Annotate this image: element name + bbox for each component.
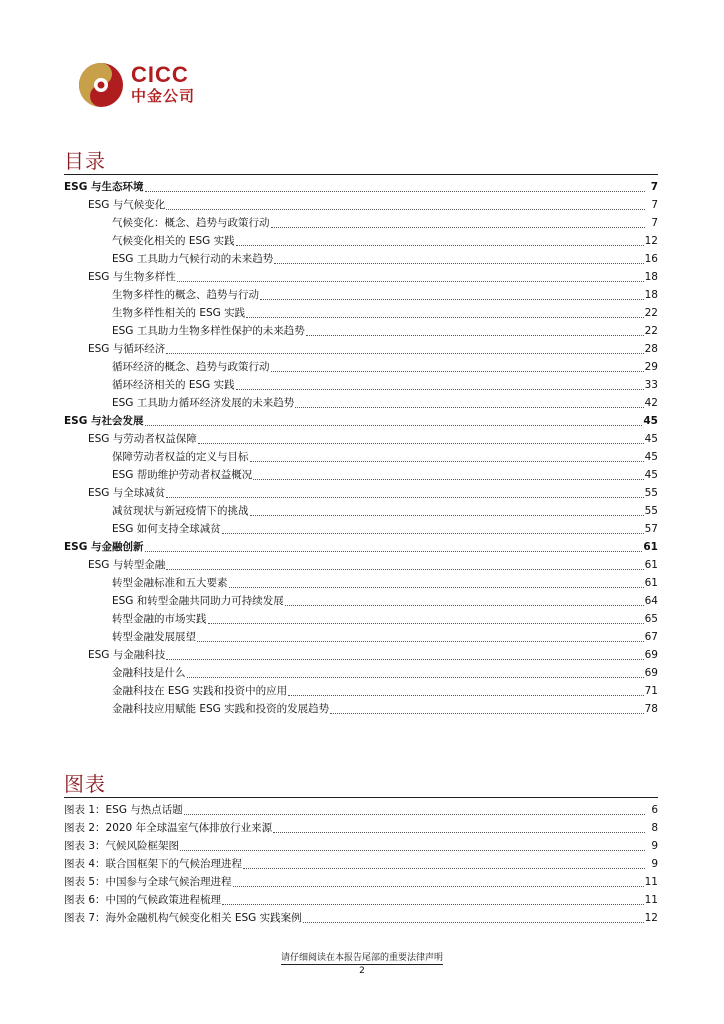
toc-entry-title: ESG 与生物多样性 — [88, 271, 176, 283]
toc-entry-title: ESG 与金融科技 — [88, 649, 166, 661]
figure-entry-title: 图表 3：气候风险框架图 — [64, 840, 180, 852]
toc-entry-page: 12 — [644, 235, 658, 247]
dot-leader — [271, 371, 644, 372]
figure-entry[interactable] — [64, 892, 658, 910]
figure-entry-title: 图表 5：中国参与全球气候治理进程 — [64, 876, 232, 888]
figure-entry[interactable] — [64, 802, 658, 820]
toc-entry-page: 28 — [644, 343, 658, 355]
dot-leader — [295, 407, 643, 408]
toc-entry-page: 61 — [643, 541, 658, 553]
toc-entry-title: 循环经济相关的 ESG 实践 — [112, 379, 235, 391]
toc-entry-page: 57 — [644, 523, 658, 535]
dot-leader — [222, 533, 644, 534]
toc-entry[interactable] — [64, 629, 658, 647]
toc-entry[interactable] — [64, 575, 658, 593]
toc-entry-page: 7 — [650, 181, 658, 193]
dot-leader — [250, 515, 644, 516]
toc-entry-title: ESG 与转型金融 — [88, 559, 166, 571]
toc-entry[interactable] — [64, 485, 658, 503]
toc-entry-page: 18 — [644, 271, 658, 283]
toc-entry-page: 65 — [644, 613, 658, 625]
dot-leader — [208, 623, 644, 624]
dot-leader — [253, 479, 643, 480]
figures-rule — [64, 797, 658, 798]
toc-entry-page: 16 — [644, 253, 658, 265]
dot-leader — [166, 209, 645, 210]
toc-entry-title: ESG 与生态环境 — [64, 181, 144, 193]
figure-entry-title: 图表 6：中国的气候政策进程梳理 — [64, 894, 222, 906]
toc-entry[interactable] — [64, 287, 658, 305]
toc-entry-page: 69 — [644, 667, 658, 679]
toc-entry-page: 18 — [644, 289, 658, 301]
toc-entry-page: 71 — [644, 685, 658, 697]
toc-rule — [64, 174, 658, 175]
figure-entry[interactable] — [64, 820, 658, 838]
legal-notice-text: 请仔细阅读在本报告尾部的重要法律声明 — [280, 953, 443, 963]
dot-leader — [187, 677, 644, 678]
figure-entry-page: 6 — [651, 804, 658, 816]
dot-leader — [233, 886, 644, 887]
toc-entry[interactable] — [64, 665, 658, 683]
dot-leader — [145, 191, 645, 192]
toc-entry[interactable] — [64, 233, 658, 251]
dot-leader — [145, 425, 643, 426]
toc-entry-page: 78 — [644, 703, 658, 715]
toc-entry-title: ESG 如何支持全球减贫 — [112, 523, 221, 535]
toc-entry-page: 45 — [643, 415, 658, 427]
cicc-logo-icon — [77, 61, 125, 109]
toc-entry[interactable] — [64, 215, 658, 233]
figure-entry-title: 图表 4：联合国框架下的气候治理进程 — [64, 858, 243, 870]
dot-leader — [250, 461, 644, 462]
brand-name-en: CICC — [131, 62, 189, 87]
toc-entry-title: 金融科技在 ESG 实践和投资中的应用 — [112, 685, 288, 697]
toc-entry-title: 气候变化：概念、趋势与政策行动 — [112, 217, 270, 229]
toc-entry[interactable] — [64, 521, 658, 539]
toc-entry-page: 45 — [644, 469, 658, 481]
dot-leader — [166, 569, 643, 570]
toc-entry[interactable] — [64, 377, 658, 395]
toc-entry-page: 69 — [644, 649, 658, 661]
toc-entry-page: 67 — [644, 631, 658, 643]
figure-entry-page: 8 — [651, 822, 658, 834]
toc-entry-title: 保障劳动者权益的定义与目标 — [112, 451, 249, 463]
dot-leader — [180, 850, 645, 851]
toc-entry-title: ESG 帮助维护劳动者权益概况 — [112, 469, 253, 481]
legal-notice — [0, 950, 724, 963]
toc-entry[interactable] — [64, 323, 658, 341]
figures-heading: 图表 — [64, 772, 106, 796]
dot-leader — [236, 245, 644, 246]
toc-entry-title: 生物多样性相关的 ESG 实践 — [112, 307, 246, 319]
toc-entry[interactable] — [64, 179, 658, 197]
figure-entry-page: 9 — [651, 840, 658, 852]
toc-entry-page: 22 — [644, 325, 658, 337]
toc-entry-page: 29 — [644, 361, 658, 373]
figure-entry-title: 图表 2：2020 年全球温室气体排放行业来源 — [64, 822, 273, 834]
toc-entry[interactable] — [64, 557, 658, 575]
toc-entry[interactable] — [64, 647, 658, 665]
toc-entry[interactable] — [64, 413, 658, 431]
toc-entry-title: 金融科技应用赋能 ESG 实践和投资的发展趋势 — [112, 703, 330, 715]
toc-entry-page: 7 — [651, 199, 658, 211]
dot-leader — [271, 227, 646, 228]
toc-entry-title: ESG 工具助力生物多样性保护的未来趋势 — [112, 325, 305, 337]
toc-entry[interactable] — [64, 341, 658, 359]
dot-leader — [166, 353, 643, 354]
dot-leader — [306, 335, 644, 336]
toc-entry-page: 33 — [644, 379, 658, 391]
figure-entry[interactable] — [64, 874, 658, 892]
dot-leader — [246, 317, 644, 318]
toc-entry-title: ESG 与社会发展 — [64, 415, 144, 427]
toc-entry-title: 转型金融的市场实践 — [112, 613, 207, 625]
toc-entry-title: ESG 与循环经济 — [88, 343, 166, 355]
toc-entry[interactable] — [64, 449, 658, 467]
dot-leader — [274, 263, 643, 264]
toc-entry-page: 55 — [644, 505, 658, 517]
dot-leader — [303, 922, 644, 923]
dot-leader — [330, 713, 644, 714]
toc-entry[interactable] — [64, 683, 658, 701]
toc-entry[interactable] — [64, 269, 658, 287]
toc-entry-title: 循环经济的概念、趋势与政策行动 — [112, 361, 270, 373]
dot-leader — [222, 904, 644, 905]
dot-leader — [145, 551, 643, 552]
brand-name-cn: 中金公司 — [131, 88, 196, 105]
toc-heading: 目录 — [64, 149, 106, 173]
toc-entry[interactable] — [64, 395, 658, 413]
toc-entry-title: 生物多样性的概念、趋势与行动 — [112, 289, 259, 301]
toc-entry-title: ESG 工具助力气候行动的未来趋势 — [112, 253, 274, 265]
toc-entry[interactable] — [64, 359, 658, 377]
toc-entry[interactable] — [64, 611, 658, 629]
figure-entry[interactable] — [64, 856, 658, 874]
toc-entry[interactable] — [64, 701, 658, 719]
toc-entry-page: 55 — [644, 487, 658, 499]
toc-entry[interactable] — [64, 431, 658, 449]
dot-leader — [166, 497, 643, 498]
toc-entry-title: ESG 与全球减贫 — [88, 487, 166, 499]
toc-entry[interactable] — [64, 503, 658, 521]
toc-entry[interactable] — [64, 305, 658, 323]
figures-list — [64, 802, 658, 928]
toc-entry-title: ESG 和转型金融共同助力可持续发展 — [112, 595, 284, 607]
toc-entry-page: 64 — [644, 595, 658, 607]
toc-entry-title: 转型金融发展展望 — [112, 631, 196, 643]
figure-entry-page: 11 — [644, 876, 658, 888]
dot-leader — [273, 832, 645, 833]
toc-entry-page: 22 — [644, 307, 658, 319]
page-number: 2 — [359, 966, 365, 976]
toc-entry-page: 42 — [644, 397, 658, 409]
figure-entry-title: 图表 7：海外金融机构气候变化相关 ESG 实践案例 — [64, 912, 302, 924]
toc-entry-title: 金融科技是什么 — [112, 667, 186, 679]
dot-leader — [285, 605, 644, 606]
toc-entry[interactable] — [64, 197, 658, 215]
toc-entry[interactable] — [64, 467, 658, 485]
toc-entry-title: 转型金融标准和五大要素 — [112, 577, 228, 589]
figure-entry-page: 11 — [644, 894, 658, 906]
dot-leader — [243, 868, 645, 869]
toc-entry-title: 减贫现状与新冠疫情下的挑战 — [112, 505, 249, 517]
toc-entry-page: 45 — [644, 433, 658, 445]
figure-entry-page: 9 — [651, 858, 658, 870]
dot-leader — [288, 695, 644, 696]
toc-entry-title: ESG 与金融创新 — [64, 541, 144, 553]
toc-entry-title: ESG 与气候变化 — [88, 199, 166, 211]
toc-entry-page: 61 — [644, 577, 658, 589]
toc-entry[interactable] — [64, 539, 658, 557]
dot-leader — [197, 641, 644, 642]
toc-entry[interactable] — [64, 251, 658, 269]
figure-entry[interactable] — [64, 910, 658, 928]
figure-entry-page: 12 — [644, 912, 658, 924]
dot-leader — [236, 389, 644, 390]
dot-leader — [184, 814, 645, 815]
toc-entry[interactable] — [64, 593, 658, 611]
toc-list — [64, 179, 658, 719]
dot-leader — [177, 281, 644, 282]
toc-entry-title: 气候变化相关的 ESG 实践 — [112, 235, 235, 247]
toc-entry-page: 61 — [644, 559, 658, 571]
cicc-logo — [77, 61, 195, 109]
dot-leader — [260, 299, 644, 300]
dot-leader — [229, 587, 644, 588]
dot-leader — [166, 659, 643, 660]
toc-entry-page: 7 — [651, 217, 658, 229]
figure-entry-title: 图表 1：ESG 与热点话题 — [64, 804, 183, 816]
toc-entry-title: ESG 与劳动者权益保障 — [88, 433, 197, 445]
toc-entry-page: 45 — [644, 451, 658, 463]
toc-entry-title: ESG 工具助力循环经济发展的未来趋势 — [112, 397, 295, 409]
figure-entry[interactable] — [64, 838, 658, 856]
dot-leader — [198, 443, 644, 444]
